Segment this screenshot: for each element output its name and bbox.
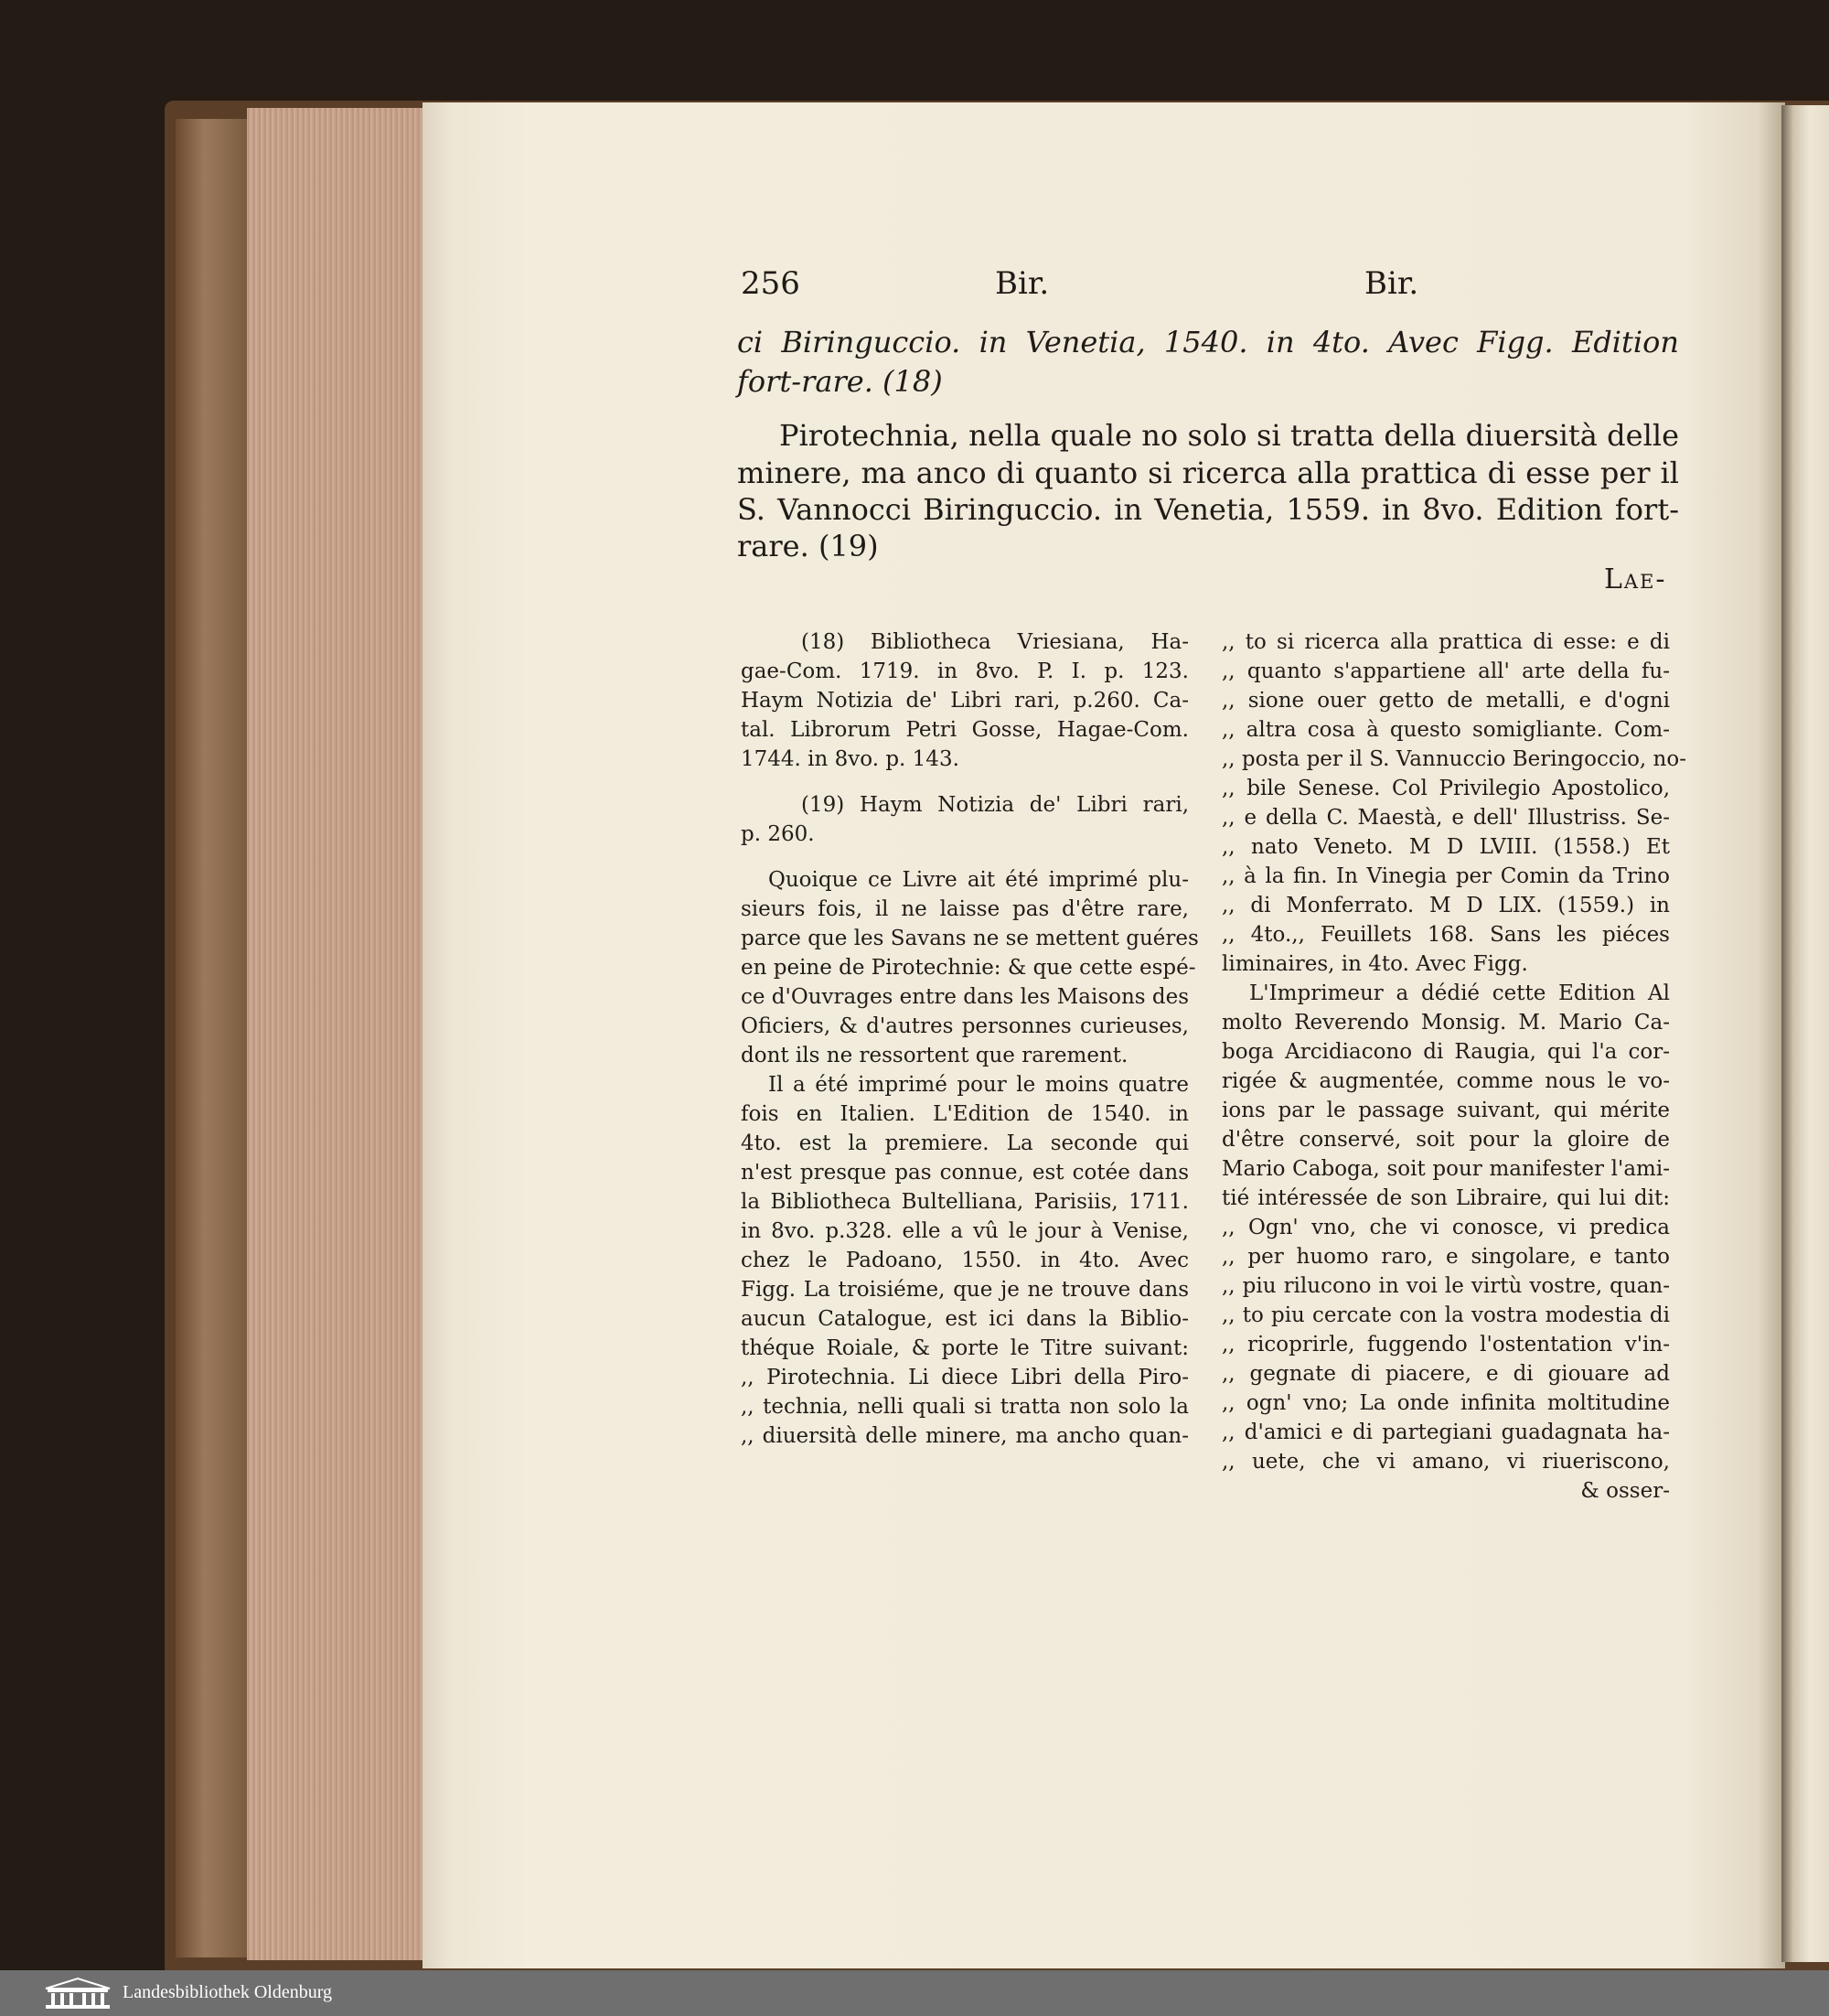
left-line-5: 1744. in 8vo. p. 143.	[741, 747, 959, 771]
right-line-1: ,, to si ricerca alla prattica di esse: e di	[1222, 630, 1670, 654]
left-line-7: (19) Haym Notizia de' Libri rari,	[801, 793, 1189, 817]
left-line-2: gae-Com. 1719. in 8vo. P. I. p. 123.	[741, 659, 1189, 683]
left-line-25: aucun Catalogue, est ici dans la Biblio-	[741, 1307, 1189, 1331]
book-spine-edge	[176, 119, 249, 1957]
right-line-21: ,, Ogn' vno, che vi conosce, vi predica	[1222, 1216, 1670, 1239]
left-line-12: parce que les Savans ne se mettent guéres	[741, 927, 1199, 950]
right-line-4: ,, altra cosa à questo somigliante. Com-	[1222, 718, 1670, 742]
left-line-4: tal. Librorum Petri Gosse, Hagae-Com.	[741, 718, 1189, 742]
right-catchword: & osser-	[1580, 1479, 1670, 1503]
right-line-19: Mario Caboga, soit pour manifester l'ami-	[1222, 1157, 1670, 1181]
right-line-11: ,, 4to.,, Feuillets 168. Sans les piéces	[1222, 923, 1670, 947]
left-line-19: 4to. est la premiere. La seconde qui	[741, 1131, 1189, 1155]
right-line-7: ,, e della C. Maestà, e dell' Illustriss. Se-	[1222, 806, 1670, 830]
left-line-26: théque Roiale, & porte le Titre suivant:	[741, 1336, 1189, 1360]
right-line-14: molto Reverendo Monsig. M. Mario Ca-	[1222, 1011, 1670, 1035]
entry-line-6: rare. (19)	[737, 529, 879, 563]
right-line-23: ,, piu rilucono in voi le virtù vostre, quan-	[1222, 1274, 1670, 1298]
entry-line-2: fort-rare. (18)	[737, 364, 943, 399]
left-spacer	[741, 849, 1189, 865]
right-line-18: d'être conservé, soit pour la gloire de	[1222, 1128, 1670, 1152]
right-line-28: ,, d'amici e di partegiani guadagnata ha-	[1222, 1421, 1670, 1444]
right-line-5: ,, posta per il S. Vannuccio Beringoccio, no-	[1222, 747, 1686, 771]
right-line-12: liminaires, in 4to. Avec Figg.	[1222, 952, 1528, 976]
left-line-24: Figg. La troisiéme, que je ne trouve dans	[741, 1278, 1189, 1302]
left-line-20: n'est presque pas connue, est cotée dans	[741, 1161, 1189, 1185]
left-line-13: en peine de Pirotechnie: & que cette espé-	[741, 956, 1196, 980]
left-line-27: ,, Pirotechnia. Li diece Libri della Piro-	[741, 1366, 1189, 1389]
right-line-20: tié intéressée de son Libraire, qui lui dit:	[1222, 1186, 1670, 1210]
right-line-6: ,, bile Senese. Col Privilegio Apostolico,	[1222, 777, 1670, 800]
entry-line-4: minere, ma anco di quanto si ricerca alla prattica di esse per il	[737, 456, 1679, 490]
library-building-icon	[40, 1976, 115, 2011]
left-line-18: fois en Italien. L'Edition de 1540. in	[741, 1102, 1189, 1126]
right-line-25: ,, ricoprirle, fuggendo l'ostentation v'in-	[1222, 1333, 1670, 1357]
left-line-14: ce d'Ouvrages entre dans les Maisons des	[741, 985, 1190, 1009]
right-line-29: ,, uete, che vi amano, vi riueriscono,	[1222, 1450, 1670, 1474]
left-line-21: la Bibliotheca Bultelliana, Parisiis, 1711.	[741, 1190, 1189, 1214]
entry-line-1: ci Biringuccio. in Venetia, 1540. in 4to. Avec Figg. Edition	[737, 325, 1679, 359]
left-line-16: dont ils ne ressortent que rarement.	[741, 1044, 1128, 1067]
left-line-29: ,, diuersità delle minere, ma ancho quan-	[741, 1424, 1189, 1448]
entry-line-3: Pirotechnia, nella quale no solo si tratta della diuersità delle	[779, 418, 1679, 453]
right-line-2: ,, quanto s'appartiene all' arte della fu-	[1222, 659, 1670, 683]
right-line-9: ,, à la fin. In Vinegia per Comin da Trino	[1222, 864, 1670, 888]
left-line-15: Oficiers, & d'autres personnes curieuses,	[741, 1014, 1189, 1038]
left-line-8: p. 260.	[741, 822, 815, 846]
facing-page-edge	[1781, 105, 1829, 1962]
right-line-26: ,, gegnate di piacere, e di giouare ad	[1222, 1362, 1670, 1386]
left-spacer	[741, 774, 1189, 790]
right-line-24: ,, to piu cercate con la vostra modestia di	[1222, 1303, 1670, 1327]
left-line-1: (18) Bibliotheca Vriesiana, Ha-	[801, 630, 1189, 654]
right-line-3: ,, sione ouer getto de metalli, e d'ogni	[1222, 689, 1670, 713]
right-line-10: ,, di Monferrato. M D LIX. (1559.) in	[1222, 894, 1670, 917]
right-line-17: ions par le passage suivant, qui mérite	[1222, 1099, 1670, 1122]
entry-line-5: S. Vannocci Biringuccio. in Venetia, 1559. in 8vo. Edition fort-	[737, 492, 1679, 527]
right-line-8: ,, nato Veneto. M D LVIII. (1558.) Et	[1222, 835, 1670, 859]
right-line-13: L'Imprimeur a dédié cette Edition Al	[1249, 981, 1670, 1005]
running-head-left: Bir.	[995, 265, 1050, 302]
left-line-17: Il a été imprimé pour le moins quatre	[768, 1073, 1189, 1097]
left-line-3: Haym Notizia de' Libri rari, p.260. Ca-	[741, 689, 1189, 713]
left-line-23: chez le Padoano, 1550. in 4to. Avec	[741, 1249, 1189, 1272]
library-label: Landesbibliothek Oldenburg	[123, 1982, 333, 2002]
footer-bar	[0, 1970, 1829, 2016]
left-line-10: Quoique ce Livre ait été imprimé plu-	[768, 868, 1189, 892]
page-block-edges	[247, 108, 425, 1960]
right-line-16: rigée & augmentée, comme nous le vo-	[1222, 1069, 1670, 1093]
right-line-27: ,, ogn' vno; La onde infinita moltitudine	[1222, 1391, 1670, 1415]
right-line-22: ,, per huomo raro, e singolare, e tanto	[1222, 1245, 1670, 1269]
page-number: 256	[741, 265, 800, 302]
left-line-22: in 8vo. p.328. elle a vû le jour à Venise,	[741, 1219, 1189, 1243]
right-column	[1222, 627, 1686, 1506]
running-head-right: Bir.	[1364, 265, 1419, 302]
left-line-11: sieurs fois, il ne laisse pas d'être rare,	[741, 897, 1189, 921]
right-line-15: boga Arcidiacono di Raugia, qui l'a cor-	[1222, 1040, 1670, 1064]
left-line-28: ,, technia, nelli quali si tratta non solo la	[741, 1395, 1189, 1419]
left-column	[741, 627, 1199, 1451]
catchword: Lae-	[1604, 563, 1667, 595]
